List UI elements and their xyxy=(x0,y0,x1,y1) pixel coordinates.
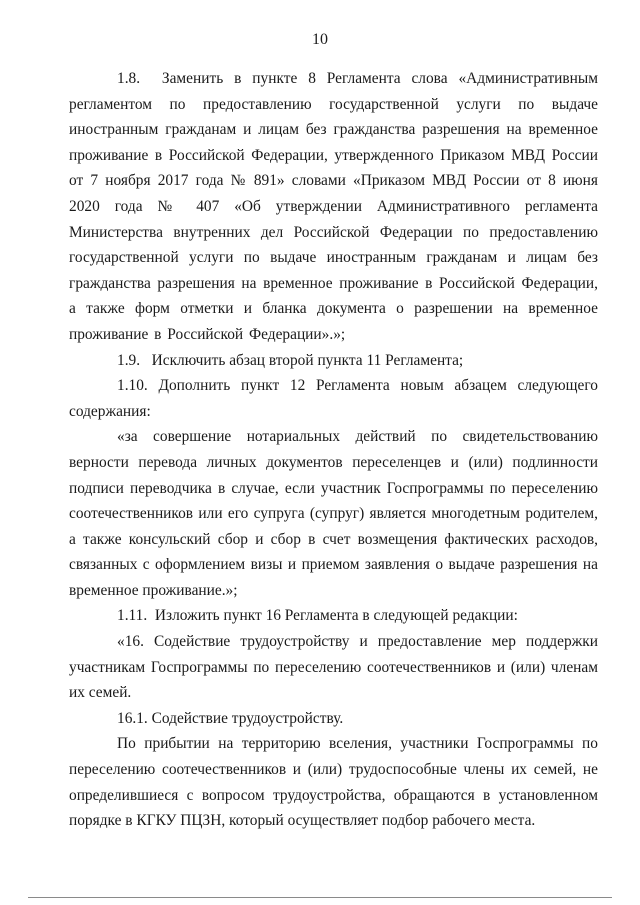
paragraph-1-9: 1.9. Исключить абзац второй пункта 11 Регламента; xyxy=(117,351,464,369)
paragraph-1-11: 1.11. Изложить пункт 16 Регламента в следующей редакции: xyxy=(117,607,518,625)
paragraph-16-1: 16.1. Содействие трудоустройству. xyxy=(117,709,344,727)
bottom-scan-edge xyxy=(28,897,612,898)
paragraph-quoted-insert: «за совершение нотариальных действий по свидетельствованию верности перевода личных документов переселенцев и (или) подлинности подписи переводчика в случае, если участник Госпрограммы по переселению соотечественников или его супруга (супруг) является многодетным родителем, а также консульский сбор и сбор в счет возмещения фактических расходов, связанных с оформлением визы и приемом заявления о выдаче разрешения на временное проживание.»; xyxy=(69,428,598,599)
paragraph-1-10: 1.10. Дополнить пункт 12 Регламента новым абзацем следующего содержания: xyxy=(69,377,598,420)
paragraph-16: «16. Содействие трудоустройству и предоставление мер поддержки участникам Госпрограммы по переселению соотечественников и (или) членам их семей. xyxy=(69,633,598,702)
paragraph-1-8: 1.8. Заменить в пункте 8 Регламента слова «Административным регламентом по предоставлению государственной услуги по выдаче иностранным гражданам и лицам без гражданства разрешения на временное проживание в Российской Федерации, утвержденного Приказом МВД России от 7 ноября 2017 года № 891» словами «Приказом МВД России от 8 июня 2020 года № 407 «Об утверждении Административного регламента Министерства внутренних дел Российской Федерации по предоставлению государственной услуги по выдаче иностранным гражданам и лицам без гражданства разрешения на временное проживание в Российской Федерации, а также форм отметки и бланка документа о разрешении на временное проживание в Российской Федерации».»; xyxy=(69,70,598,343)
document-body xyxy=(69,66,598,834)
paragraph-arrival: По прибытии на территорию вселения, участники Госпрограммы по переселению соотечественников и (или) трудоспособные члены их семей, не определившиеся с вопросом трудоустройства, обращаются в установленном порядке в КГКУ ПЦЗН, который осуществляет подбор рабочего места. xyxy=(69,735,598,830)
page-number: 10 xyxy=(312,31,328,48)
